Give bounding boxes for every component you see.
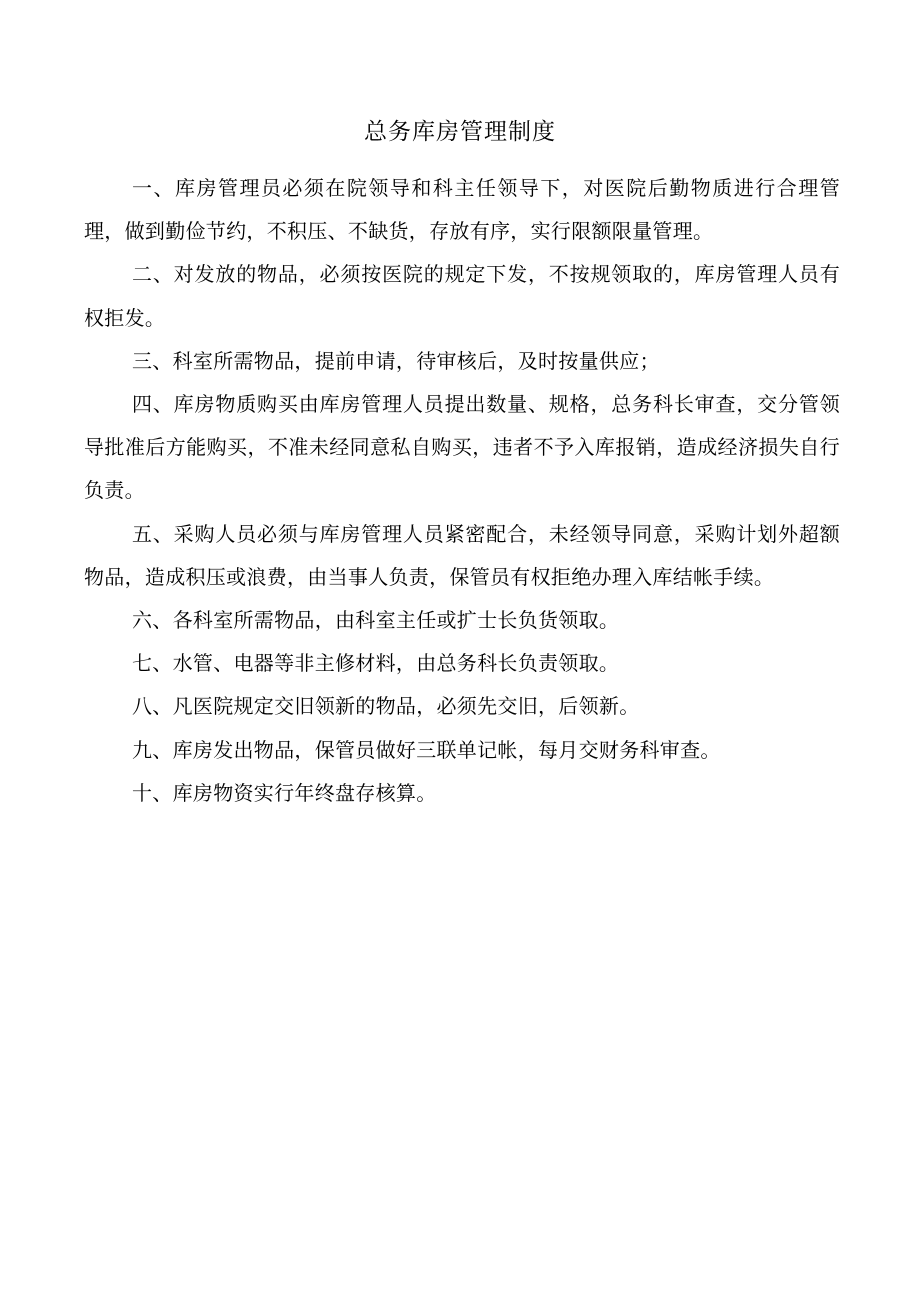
paragraph-5: 五、采购人员必须与库房管理人员紧密配合，未经领导同意，采购计划外超额物品，造成积压或浪费，由当事人负责，保管员有权拒绝办理入库结帐手续。 [84, 521, 840, 589]
paragraph-2: 二、对发放的物品，必须按医院的规定下发，不按规领取的，库房管理人员有权拒发。 [84, 262, 840, 330]
document-body [84, 167, 840, 815]
document-title: 总务库房管理制度 [364, 119, 556, 145]
paragraph-3: 三、科室所需物品，提前申请，待审核后，及时按量供应； [132, 348, 660, 373]
paragraph-9: 九、库房发出物品，保管员做好三联单记帐，每月交财务科审查。 [132, 737, 721, 762]
paragraph-1: 一、库房管理员必须在院领导和科主任领导下，对医院后勤物质进行合理管理，做到勤俭节约，不积压、不缺货，存放有序，实行限额限量管理。 [84, 176, 840, 244]
paragraph-8: 八、凡医院规定交旧领新的物品，必须先交旧，后领新。 [132, 694, 640, 719]
paragraph-7: 七、水管、电器等非主修材料，由总务科长负责领取。 [132, 651, 620, 676]
paragraph-6: 六、各科室所需物品，由科室主任或扩士长负货领取。 [132, 608, 620, 633]
paragraph-4: 四、库房物质购买由库房管理人员提出数量、规格，总务科长审查，交分管领导批准后方能购买，不准未经同意私自购买，违者不予入库报销，造成经济损失自行负责。 [84, 392, 840, 503]
paragraph-10: 十、库房物资实行年终盘存核算。 [132, 780, 437, 805]
